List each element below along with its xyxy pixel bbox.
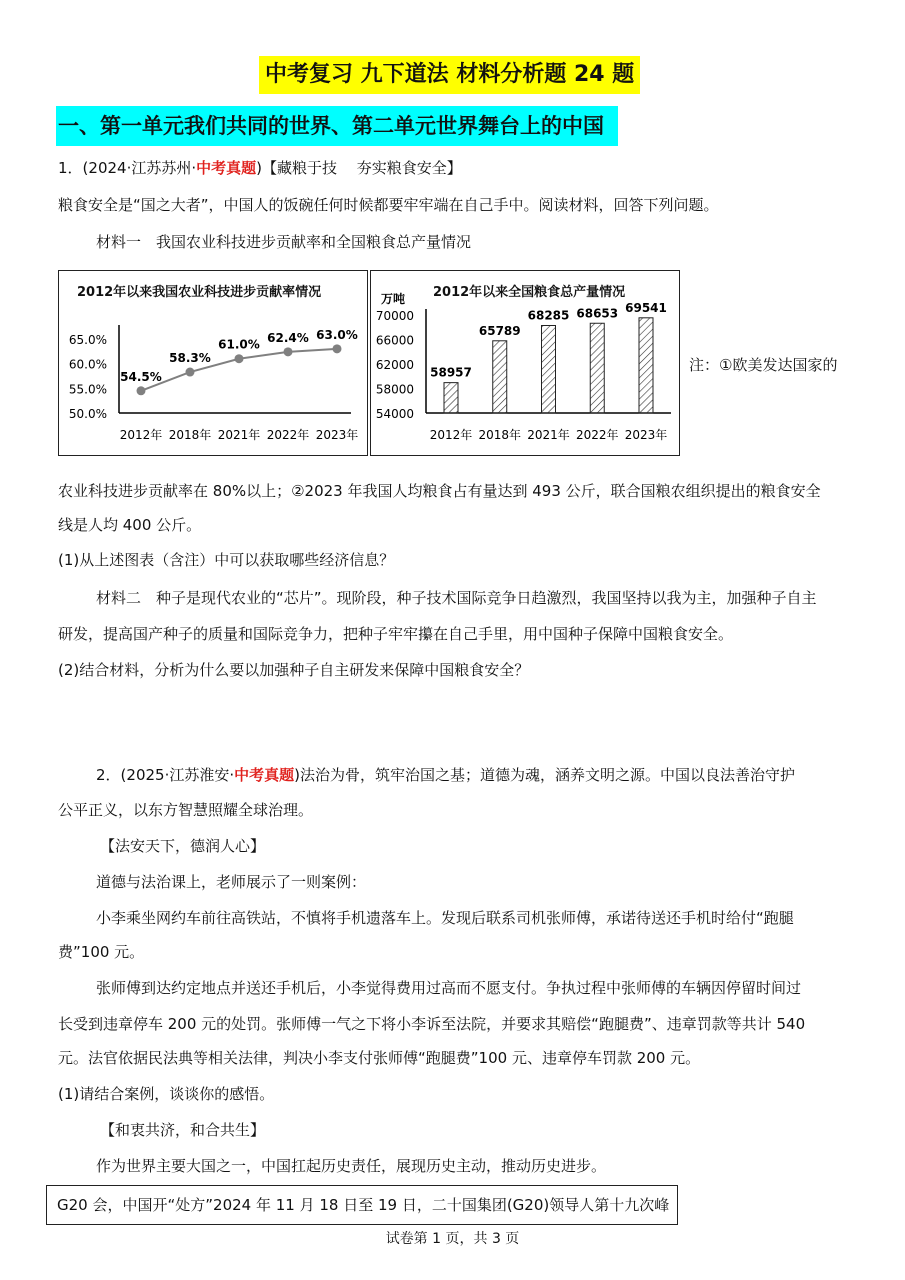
bar-chart-data-label: 68653 — [576, 306, 619, 321]
bar-chart-bar — [590, 323, 604, 413]
q1-subquestion-2: (2)结合材料，分析为什么要以加强种子自主研发来保障中国粮食安全？ — [58, 661, 530, 679]
q2-section-bracket-1: 【法安天下，德润人心】 — [100, 837, 266, 855]
line-chart-data-label: 63.0% — [316, 327, 358, 342]
line-chart-y-tick: 50.0% — [68, 407, 107, 421]
bar-chart-y-tick: 62000 — [375, 358, 414, 372]
line-chart-data-label: 54.5% — [120, 369, 162, 384]
q2-paragraph-4: 作为世界主要大国之一，中国扛起历史责任，展现历史主动，推动历史进步。 — [96, 1157, 607, 1175]
q1-heading-suffix: )【藏粮于技 夯实粮食安全】 — [256, 159, 462, 177]
q1-note-line1: 农业科技进步贡献率在 80%以上；②2023 年我国人均粮食占有量达到 493 公斤，联合国粮农组织提出的粮食安全 — [58, 482, 821, 500]
bar-chart-data-label: 58957 — [430, 365, 472, 380]
bar-chart-y-label: 万吨 — [381, 292, 406, 306]
line-chart-data-label: 61.0% — [218, 337, 260, 352]
page-footer: 试卷第 1 页，共 3 页 — [385, 1231, 520, 1247]
bar-chart-bar — [639, 318, 653, 413]
bar-chart-x-tick: 2023年 — [624, 428, 668, 442]
bar-chart-x-tick: 2021年 — [527, 428, 570, 442]
q1-note-line2: 线是人均 400 公斤。 — [58, 516, 202, 534]
bar-chart — [371, 271, 679, 455]
material-box-text: G20 会，中国开“处方”2024 年 11 月 18 日至 19 日，二十国集团(G20)领导人第十九次峰 — [57, 1196, 670, 1214]
q1-note-start: 注：①欧美发达国家的 — [689, 356, 838, 374]
bar-chart-panel — [370, 270, 680, 456]
line-chart-data-label: 62.4% — [267, 330, 309, 345]
bar-chart-data-label: 65789 — [478, 323, 521, 338]
line-chart-x-tick: 2018年 — [168, 428, 212, 442]
bar-chart-bar — [542, 326, 556, 413]
line-chart-x-tick: 2012年 — [119, 428, 163, 442]
bar-chart-y-tick: 54000 — [375, 407, 414, 421]
q2-heading-prefix: 2．(2025·江苏淮安· — [96, 766, 235, 784]
bar-chart-y-tick: 58000 — [375, 382, 414, 397]
line-chart-point — [137, 386, 146, 395]
bar-chart-data-label: 68285 — [527, 308, 570, 323]
line-chart-x-tick: 2021年 — [217, 428, 261, 442]
line-chart-data-label: 58.3% — [169, 351, 211, 366]
q1-heading-prefix: 1．(2024·江苏苏州· — [58, 159, 197, 177]
q1-subquestion-1: (1)从上述图表（含注）中可以获取哪些经济信息？ — [58, 551, 395, 569]
q1-material1-caption: 材料一 我国农业科技进步贡献率和全国粮食总产量情况 — [96, 233, 472, 251]
page-title: 中考复习 九下道法 材料分析题 24 题 — [259, 56, 640, 94]
q2-paragraph-2-line1: 小李乘坐网约车前往高铁站，不慎将手机遗落车上。发现后联系司机张师傅，承诺待送还手机时给付“跑腿 — [96, 909, 794, 927]
q2-paragraph-3-line3: 元。法官依据民法典等相关法律，判决小李支付张师傅“跑腿费”100 元、违章停车罚款 200 元。 — [58, 1049, 701, 1067]
material-box — [46, 1185, 678, 1225]
line-chart-point — [186, 368, 195, 377]
q1-material2-line1: 材料二 种子是现代农业的“芯片”。现阶段，种子技术国际竞争日趋激烈，我国坚持以我为主，加强种子自主 — [96, 589, 817, 607]
q2-paragraph-3-line2: 长受到违章停车 200 元的处罚。张师傅一气之下将小李诉至法院，并要求其赔偿“跑腿费”、违章罚款等共计 540 — [58, 1015, 806, 1033]
line-chart-y-tick: 60.0% — [68, 357, 107, 372]
line-chart-y-tick: 65.0% — [68, 333, 107, 347]
line-chart-panel — [58, 270, 368, 456]
bar-chart-title: 2012年以来全国粮食总产量情况 — [433, 285, 626, 300]
line-chart-point — [333, 344, 342, 353]
bar-chart-y-tick: 66000 — [375, 333, 414, 348]
line-chart-title: 2012年以来我国农业科技进步贡献率情况 — [77, 285, 322, 300]
bar-chart-bar — [444, 383, 458, 413]
q2-paragraph-2-line2: 费”100 元。 — [58, 943, 145, 961]
bar-chart-x-tick: 2012年 — [429, 428, 473, 442]
bar-chart-bar — [493, 341, 507, 413]
q1-heading — [58, 158, 462, 178]
bar-chart-y-tick: 70000 — [375, 309, 414, 323]
bar-chart-data-label: 69541 — [625, 300, 667, 315]
q2-heading-suffix: )法治为骨，筑牢治国之基；道德为魂，涵养文明之源。中国以良法善治守护 — [294, 766, 795, 784]
q2-paragraph-3-line1: 张师傅到达约定地点并送还手机后，小李觉得费用过高而不愿支付。争执过程中张师傅的车辆因停留时间过 — [96, 979, 802, 997]
line-chart-x-tick: 2023年 — [315, 428, 359, 442]
q2-paragraph-1: 道德与法治课上，老师展示了一则案例： — [96, 873, 367, 891]
q1-intro: 粮食安全是“国之大者”，中国人的饭碗任何时候都要牢牢端在自己手中。阅读材料，回答下列问题。 — [58, 196, 719, 214]
line-chart-x-tick: 2022年 — [266, 428, 310, 442]
line-chart-point — [284, 347, 293, 356]
q1-exam-tag: 中考真题 — [196, 159, 257, 177]
q1-material2-line2: 研发，提高国产种子的质量和国际竞争力，把种子牢牢攥在自己手里，用中国种子保障中国粮食安全。 — [58, 625, 734, 643]
bar-chart-x-tick: 2022年 — [575, 428, 619, 442]
q2-section-bracket-2: 【和衷共济，和合共生】 — [100, 1121, 266, 1139]
q2-exam-tag: 中考真题 — [234, 766, 295, 784]
bar-chart-x-tick: 2018年 — [478, 428, 522, 442]
line-chart-point — [235, 354, 244, 363]
section-heading: 一、第一单元我们共同的世界、第二单元世界舞台上的中国 — [56, 106, 618, 146]
q2-heading — [96, 765, 795, 785]
line-chart — [59, 271, 367, 455]
line-chart-y-tick: 55.0% — [68, 382, 107, 397]
q2-line2: 公平正义，以东方智慧照耀全球治理。 — [58, 801, 314, 819]
q2-subquestion-1: (1)请结合案例，谈谈你的感悟。 — [58, 1085, 275, 1103]
